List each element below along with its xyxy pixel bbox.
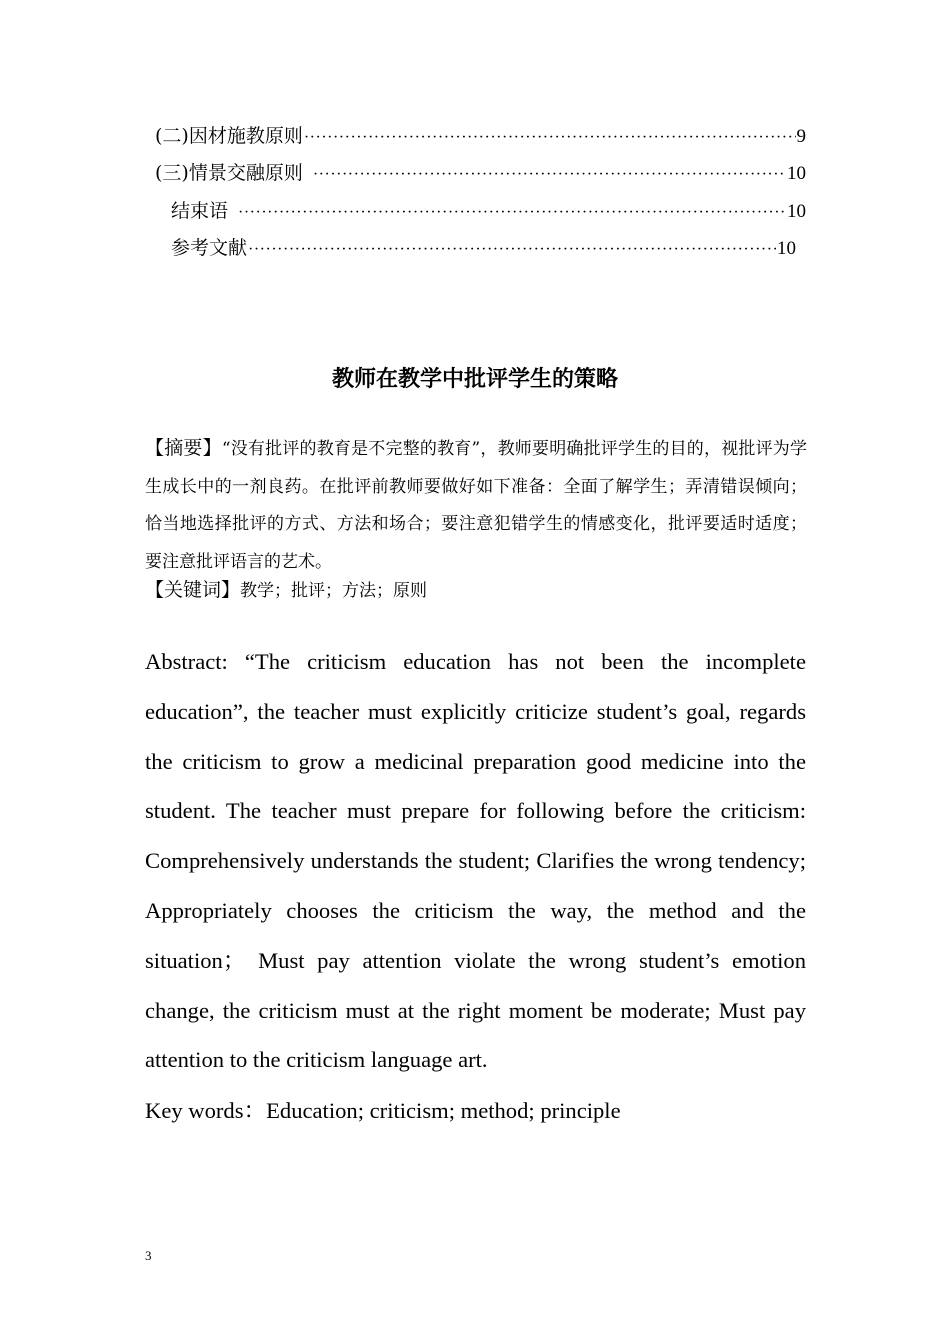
toc-entry[interactable]	[155, 124, 806, 150]
abstract-text: “没有批评的教育是不完整的教育”，教师要明确批评学生的目的，视批评为学生成长中的一剂良药。在批评前教师要做好如下准备：全面了解学生；弄清错误倾向；恰当地选择批评的方式、方法和场合；要注意犯错学生的情感变化，批评要适时适度；要注意批评语言的艺术。	[145, 439, 807, 572]
english-abstract: Abstract: “The criticism education has not been the incomplete education”, the teacher must explicitly criticize student’s goal, regards the criticism to grow a medicinal preparation good medicine into the student. The teacher must prepare for following before the criticism: Comprehensively understands the student; Clarifies the wrong tendency; Appropriately chooses the criticism the way, the method and the situation； Must pay attention violate the wrong student’s emotion change, the criticism must at the right moment be moderate; Must pay attention to the criticism language art.	[145, 649, 806, 1073]
toc-entry-label: (三)情景交融原则	[155, 162, 303, 184]
toc-entry-page: 10	[787, 201, 806, 222]
keywords-text: 教学；批评；方法；原则	[240, 581, 428, 601]
toc-entry[interactable]	[155, 161, 806, 187]
toc-entry-page: 9	[796, 126, 806, 147]
toc-leader-dots	[313, 163, 786, 187]
toc-entry-page: 10	[787, 163, 806, 184]
toc-entry[interactable]	[171, 199, 806, 225]
toc-entry-page: 10	[777, 238, 796, 259]
english-keywords: Key words：Education; criticism; method; principle	[145, 1098, 621, 1123]
toc-leader-dots	[238, 201, 786, 225]
page-number: 3	[145, 1248, 152, 1263]
toc-entry[interactable]	[171, 236, 796, 262]
keywords-label: 【关键词】	[145, 579, 241, 601]
chinese-abstract	[145, 430, 807, 581]
toc-leader-dots	[248, 238, 776, 262]
document-title: 教师在教学中批评学生的策略	[331, 367, 618, 392]
toc-entry-label: 结束语	[171, 200, 229, 222]
toc-entry-label: 参考文献	[171, 237, 248, 259]
toc-entry-label: (二)因材施教原则	[155, 125, 303, 147]
abstract-label: 【摘要】	[145, 437, 222, 459]
chinese-keywords	[145, 574, 807, 607]
toc-leader-dots	[304, 126, 796, 150]
